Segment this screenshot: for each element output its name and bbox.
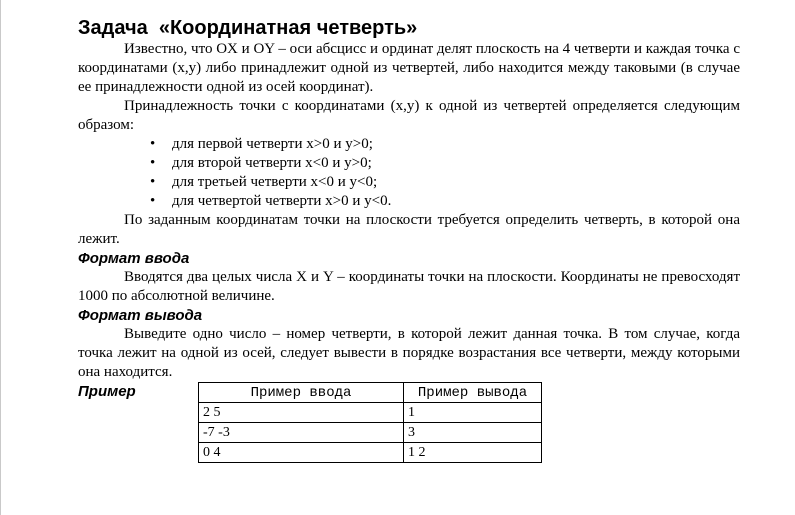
cell-input: 2 5: [199, 403, 404, 423]
example-table: [198, 382, 542, 463]
cell-input: -7 -3: [199, 423, 404, 443]
statement-paragraph-1: Известно, что OX и OY – оси абсцисс и ординат делят плоскость на 4 четверти и каждая точка с координатами (x,y) либо принадлежит одной из четвертей, либо находится между таковыми (в случае ее принадлежности одной из осей координат).: [78, 41, 740, 95]
condition-quadrant-3: • для третьей четверти x<0 и y<0;: [172, 173, 740, 192]
page-left-border: [0, 0, 1, 515]
condition-quadrant-2: • для второй четверти x<0 и y>0;: [172, 154, 740, 173]
example-section: [78, 382, 740, 463]
table-row: [199, 403, 542, 423]
cell-input: 0 4: [199, 443, 404, 463]
statement-paragraph-3: По заданным координатам точки на плоскости требуется определить четверть, в которой она лежит.: [78, 212, 740, 247]
input-format-heading: Формат ввода: [78, 250, 190, 267]
col-header-output: Пример вывода: [404, 383, 542, 403]
table-row: [199, 443, 542, 463]
example-heading: Пример: [78, 383, 136, 400]
document-page: [78, 16, 740, 463]
cell-output: 3: [404, 423, 542, 443]
cell-output: 1: [404, 403, 542, 423]
output-format-text: Выведите одно число – номер четверти, в которой лежит данная точка. В том случае, когда точка лежит на одной из осей, следует вывести в порядке возрастания все четверти, между которыми она находится.: [78, 326, 740, 380]
cell-output: 1 2: [404, 443, 542, 463]
col-header-input: Пример ввода: [199, 383, 404, 403]
output-format-heading: Формат вывода: [78, 307, 203, 324]
input-format-text: Вводятся два целых числа X и Y – координаты точки на плоскости. Координаты не превосходят 1000 по абсолютной величине.: [78, 269, 740, 304]
condition-quadrant-1: • для первой четверти x>0 и y>0;: [172, 135, 740, 154]
task-title: Задача «Координатная четверть»: [78, 17, 418, 39]
condition-quadrant-4: • для четвертой четверти x>0 и y<0.: [172, 192, 740, 211]
example-table-header: [199, 383, 542, 403]
table-row: [199, 423, 542, 443]
quadrant-conditions-list: [78, 135, 740, 211]
statement-paragraph-2: Принадлежность точки с координатами (x,y) к одной из четвертей определяется следующим образом:: [78, 98, 740, 133]
